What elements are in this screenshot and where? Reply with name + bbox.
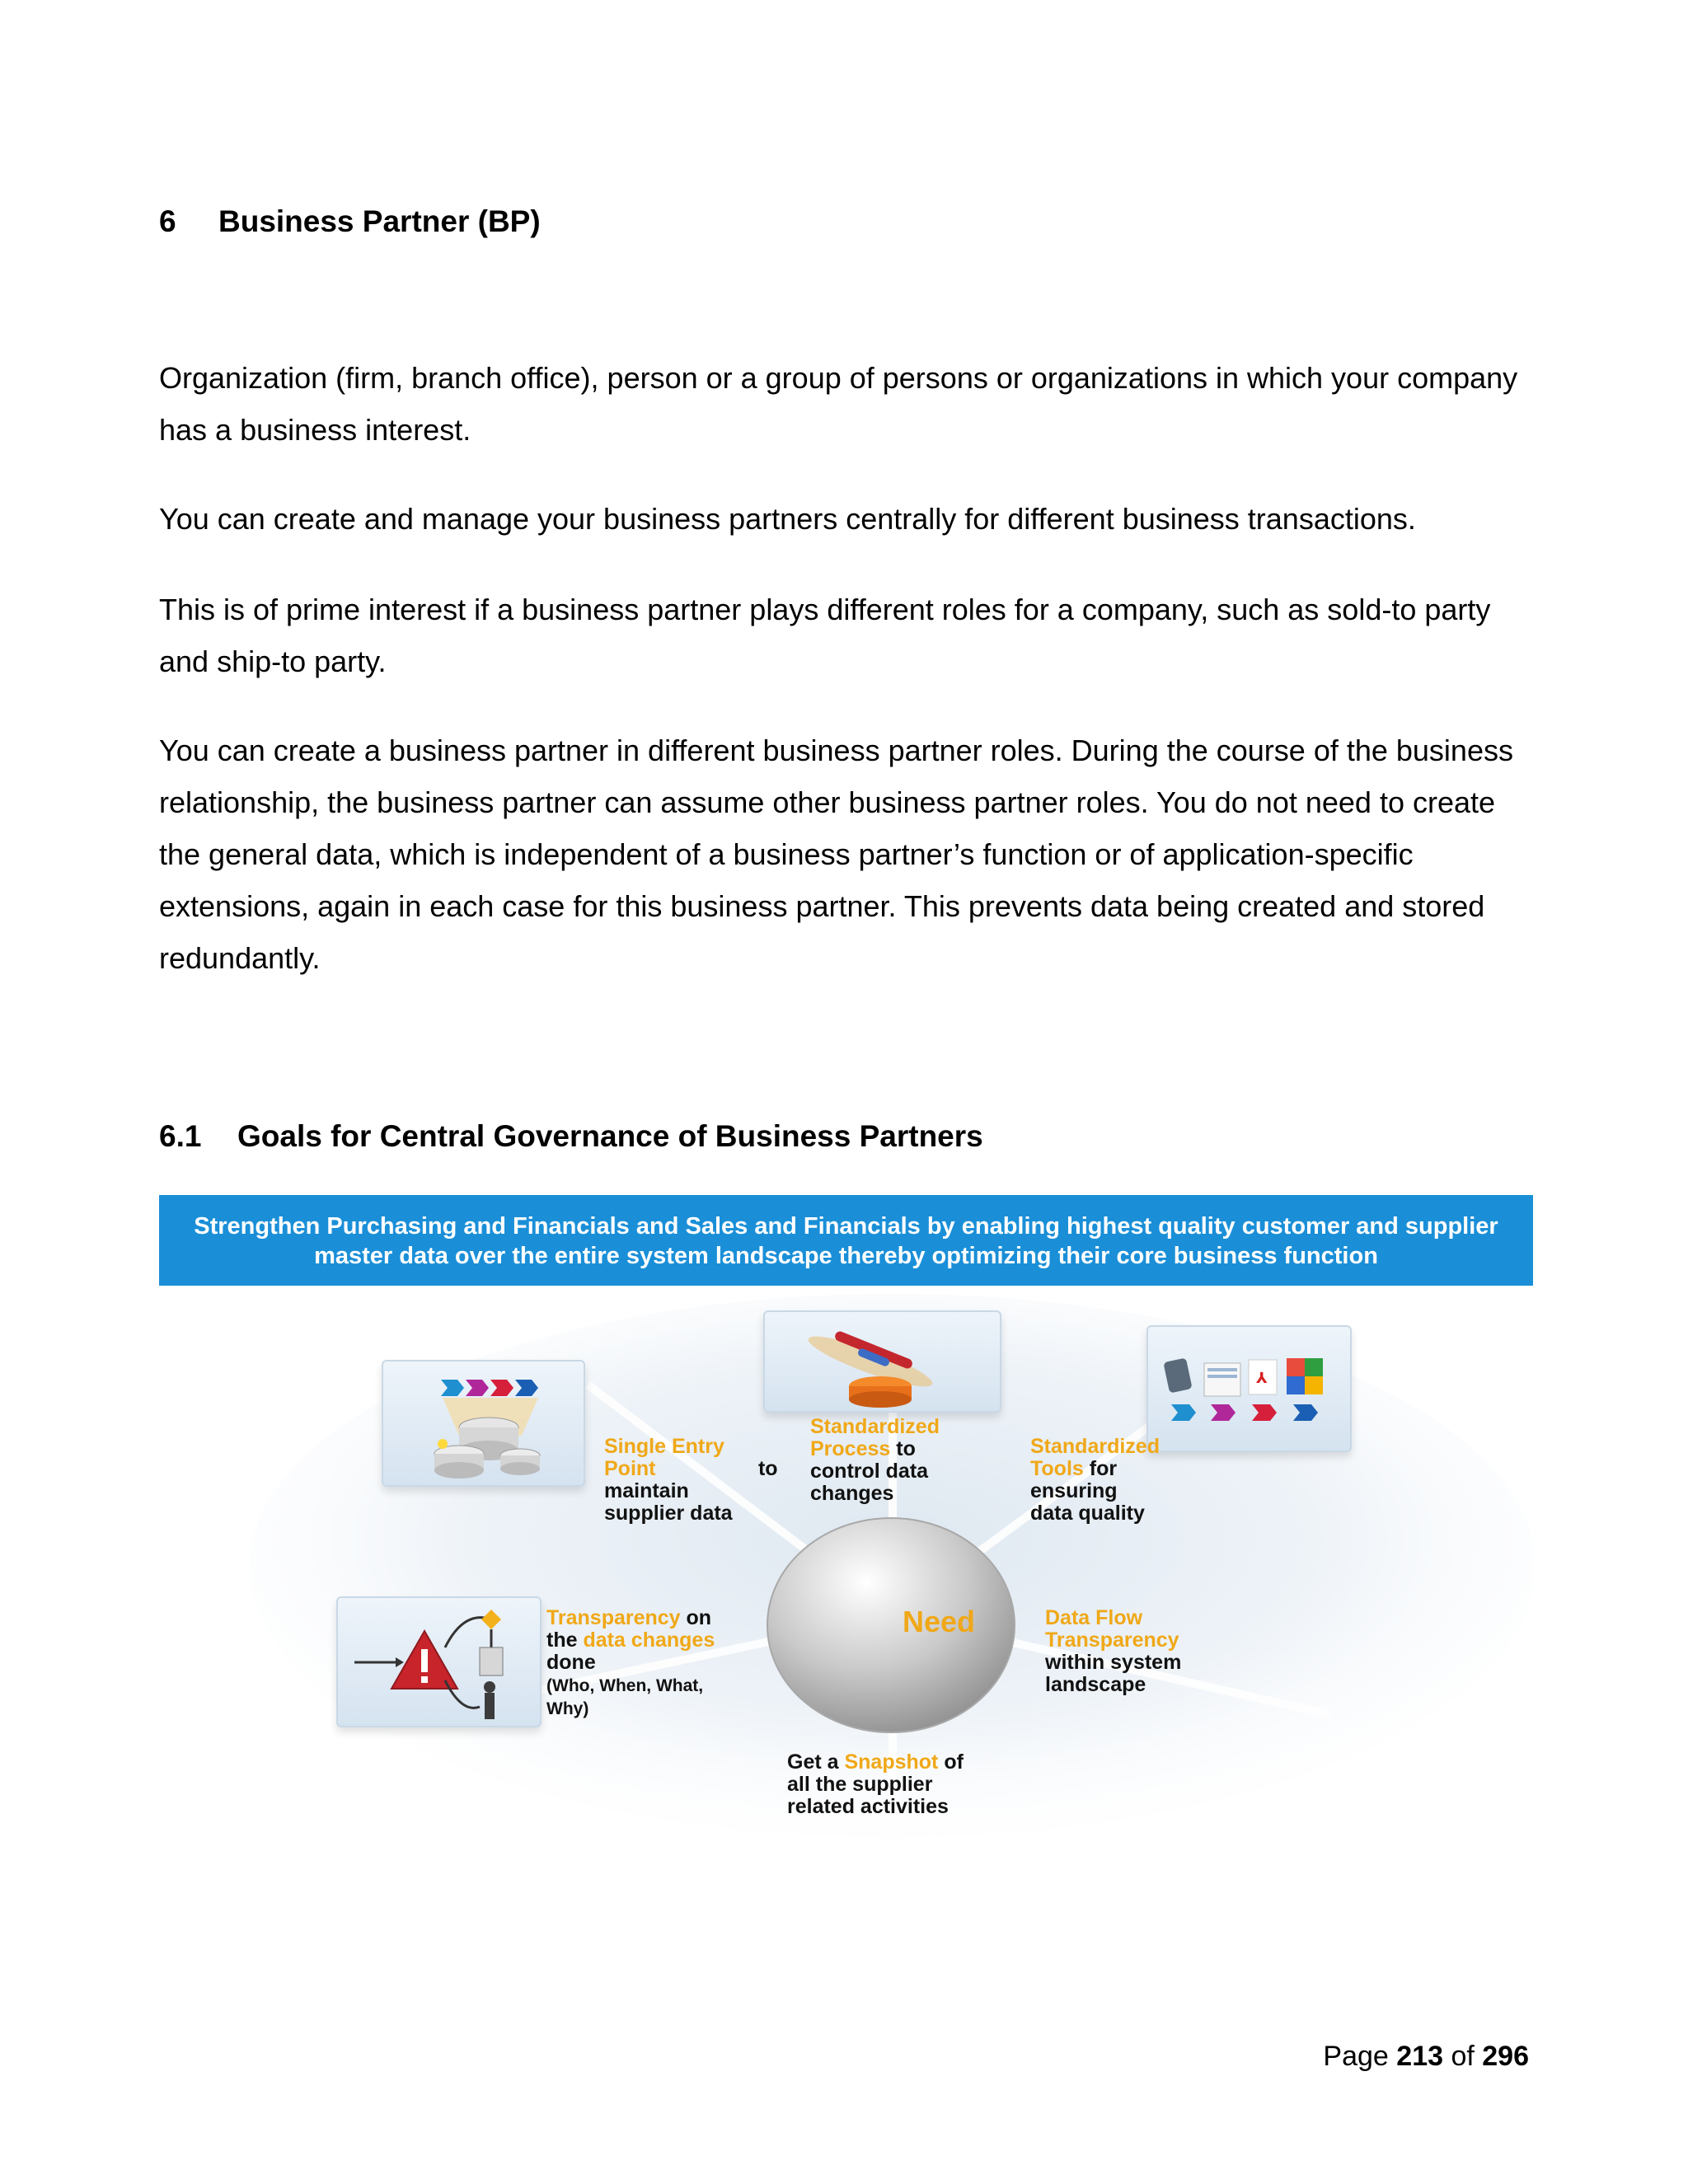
process-disk-icon xyxy=(765,1312,1000,1411)
standardized-process-image xyxy=(763,1310,1001,1413)
paragraph: Organization (firm, branch office), person or a group of persons or organizations in which your company has a business interest. xyxy=(159,361,1518,447)
banner-line: Strengthen Purchasing and Financials and Sales and Financials by enabling highest quality customer and supplier xyxy=(194,1213,1498,1240)
label-text: within system xyxy=(1045,1651,1182,1674)
label-text: ensuring xyxy=(1030,1479,1118,1502)
highlight-text: Standardized xyxy=(810,1415,940,1438)
paragraph: You can create and manage your business partners centrally for different business transactions. xyxy=(159,502,1416,536)
highlight-text: Transparency xyxy=(1045,1629,1179,1652)
label-text: data quality xyxy=(1030,1502,1145,1525)
label-text: landscape xyxy=(1045,1673,1146,1696)
label-text: all the supplier xyxy=(787,1773,933,1796)
label-text: related activities xyxy=(787,1795,949,1818)
need-label: Need xyxy=(902,1605,976,1638)
standardized-tools-label xyxy=(1030,1436,1160,1525)
label-text: to xyxy=(753,1457,778,1480)
paragraph: This is of prime interest if a business partner plays different roles for a company, such as sold-to party and ship-to party. xyxy=(159,593,1491,678)
database-icon xyxy=(383,1361,584,1485)
transparency-label xyxy=(546,1607,715,1720)
highlight-text: Transparency xyxy=(546,1606,681,1629)
page-total: 296 xyxy=(1482,2041,1529,2072)
page-number: 213 xyxy=(1396,2041,1444,2072)
footer-middle: of xyxy=(1443,2041,1483,2072)
banner-line: master data over the entire system landscape thereby optimizing their core business function xyxy=(314,1243,1378,1269)
paragraph: You can create a business partner in different business partner roles. During the course of the business relationship, the business partner can assume other business partner roles. You do not need to create the general data, which is independent of a business partner’s function or of application-specific extensions, again in each case for this business partner. This prevents data being created and stored redundantly. xyxy=(159,733,1513,975)
highlight-text: Process xyxy=(810,1437,891,1460)
label-text: changes xyxy=(810,1482,894,1505)
label-text: supplier data xyxy=(604,1502,733,1525)
label-text: the xyxy=(546,1629,584,1652)
subsection-title: Goals for Central Governance of Business Partners xyxy=(237,1119,983,1153)
highlight-text: Single Entry Point xyxy=(604,1435,724,1480)
snapshot-label xyxy=(787,1751,964,1818)
highlight-text: Data Flow xyxy=(1045,1606,1143,1629)
highlight-text: data changes xyxy=(583,1629,715,1652)
section-number: 6 xyxy=(159,204,176,238)
label-text: on xyxy=(680,1606,712,1629)
standardized-process-label xyxy=(810,1416,940,1505)
label-text: to xyxy=(890,1437,916,1460)
svg-text:⅄: ⅄ xyxy=(1256,1370,1268,1387)
standardized-tools-image xyxy=(1146,1325,1352,1452)
single-entry-label xyxy=(604,1436,778,1525)
label-text: (Who, When, What, xyxy=(546,1676,704,1695)
section-title: Business Partner (BP) xyxy=(218,204,541,238)
figure-banner xyxy=(159,1195,1533,1286)
governance-figure xyxy=(159,1195,1533,1838)
highlight-text: Snapshot xyxy=(844,1750,939,1774)
label-text: Why) xyxy=(546,1699,589,1718)
label-text: maintain xyxy=(604,1479,689,1502)
label-text: of xyxy=(938,1750,964,1774)
tools-icon xyxy=(1148,1327,1350,1451)
highlight-text: Tools xyxy=(1030,1457,1084,1480)
highlight-text: Standardized xyxy=(1030,1435,1160,1458)
warning-icon xyxy=(338,1598,540,1726)
page-footer xyxy=(1323,2041,1529,2073)
label-text: control data xyxy=(810,1460,929,1483)
label-text: for xyxy=(1083,1457,1118,1480)
transparency-image xyxy=(336,1596,542,1727)
label-text: Get a xyxy=(787,1750,845,1774)
data-flow-label xyxy=(1045,1607,1181,1696)
subsection-heading xyxy=(159,1119,983,1154)
subsection-number: 6.1 xyxy=(159,1119,202,1153)
single-entry-image xyxy=(382,1360,585,1487)
section-heading xyxy=(159,204,541,239)
footer-prefix: Page xyxy=(1323,2041,1397,2072)
label-text: done xyxy=(546,1651,596,1674)
